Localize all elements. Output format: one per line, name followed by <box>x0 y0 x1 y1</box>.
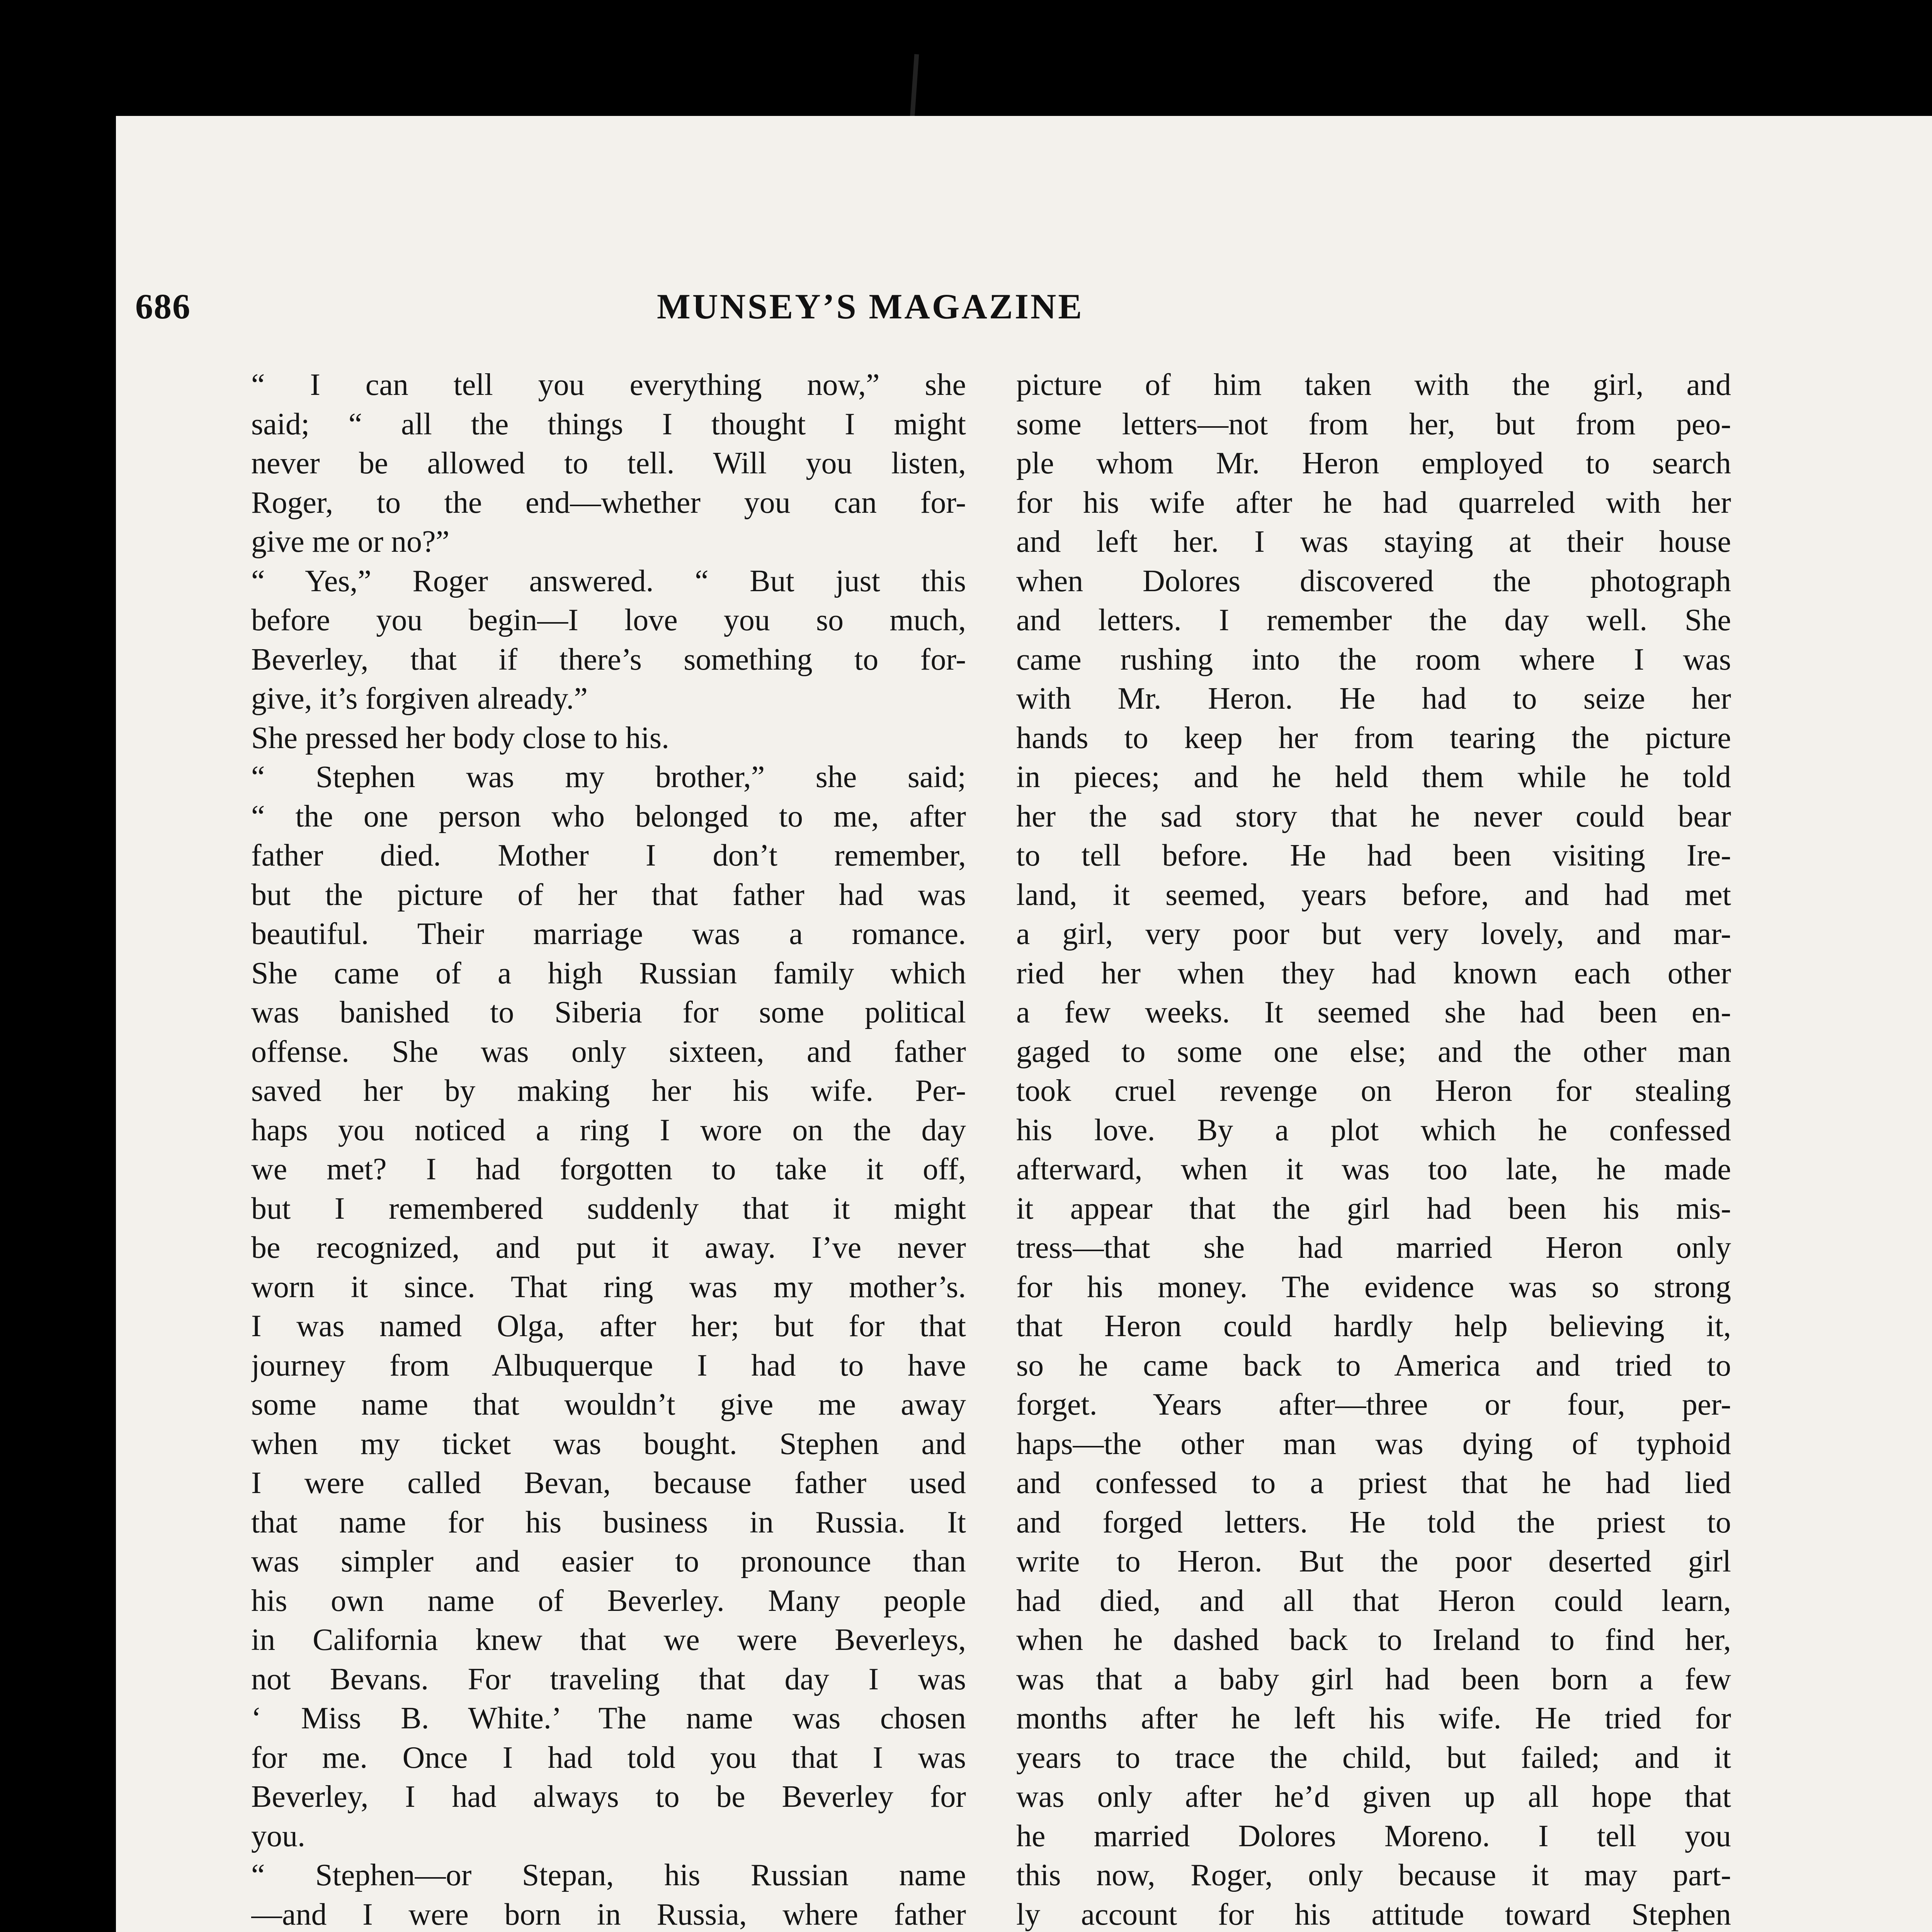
text-line: when he dashed back to Ireland to find her, <box>1016 1623 1731 1657</box>
text-line: She pressed her body close to his. <box>251 721 670 755</box>
text-line: ried her when they had known each other <box>1016 956 1731 990</box>
text-line: give me or no?” <box>251 525 450 559</box>
text-line: in pieces; and he held them while he told <box>1016 760 1731 794</box>
text-line: be recognized, and put it away. I’ve never <box>251 1231 966 1265</box>
text-line: we met? I had forgotten to take it off, <box>251 1152 966 1186</box>
text-line: when my ticket was bought. Stephen and <box>251 1427 966 1461</box>
text-line: ple whom Mr. Heron employed to search <box>1016 446 1731 480</box>
text-column-right <box>1016 366 1731 1932</box>
text-line: beautiful. Their marriage was a romance. <box>251 917 966 951</box>
text-line: was simpler and easier to pronounce than <box>251 1544 966 1578</box>
text-line: journey from Albuquerque I had to have <box>251 1348 966 1383</box>
text-line: “ Stephen—or Stepan, his Russian name <box>251 1858 966 1892</box>
text-line: so he came back to America and tried to <box>1016 1348 1731 1383</box>
text-line: forget. Years after—three or four, per- <box>1016 1388 1731 1422</box>
text-line: hands to keep her from tearing the picture <box>1016 721 1731 755</box>
text-line: offense. She was only sixteen, and father <box>251 1034 966 1069</box>
text-line: his love. By a plot which he confessed <box>1016 1113 1731 1147</box>
text-line: came rushing into the room where I was <box>1016 642 1731 677</box>
text-line: never be allowed to tell. Will you listen, <box>251 446 966 480</box>
text-line: —and I were born in Russia, where father <box>251 1897 966 1932</box>
text-line: took cruel revenge on Heron for stealing <box>1016 1074 1731 1108</box>
text-line: “ Yes,” Roger answered. “ But just this <box>251 564 966 598</box>
text-line: gaged to some one else; and the other man <box>1016 1034 1731 1069</box>
text-line: land, it seemed, years before, and had met <box>1016 878 1731 912</box>
text-line: years to trace the child, but failed; and it <box>1016 1740 1731 1775</box>
text-line: before you begin—I love you so much, <box>251 603 966 637</box>
text-line: with Mr. Heron. He had to seize her <box>1016 682 1731 716</box>
text-line: he married Dolores Moreno. I tell you <box>1016 1819 1731 1853</box>
text-line: ly account for his attitude toward Stephen <box>1016 1897 1731 1932</box>
text-line: give, it’s forgiven already.” <box>251 682 588 716</box>
text-line: tress—that she had married Heron only <box>1016 1231 1731 1265</box>
text-line: said; “ all the things I thought I might <box>251 407 966 441</box>
text-line: was banished to Siberia for some political <box>251 995 966 1029</box>
text-line: worn it since. That ring was my mother’s. <box>251 1270 966 1304</box>
text-line: “ the one person who belonged to me, after <box>251 799 966 833</box>
text-line: Beverley, I had always to be Beverley for <box>251 1780 966 1814</box>
text-line: when Dolores discovered the photograph <box>1016 564 1731 598</box>
text-line: haps—the other man was dying of typhoid <box>1016 1427 1731 1461</box>
text-line: for his money. The evidence was so strong <box>1016 1270 1731 1304</box>
text-line: that name for his business in Russia. It <box>251 1505 966 1539</box>
page-header <box>135 286 1256 332</box>
text-line: and confessed to a priest that he had lied <box>1016 1466 1731 1500</box>
text-line: had died, and all that Heron could learn, <box>1016 1583 1731 1618</box>
text-line: write to Heron. But the poor deserted girl <box>1016 1544 1731 1578</box>
text-line: for his wife after he had quarreled with her <box>1016 485 1731 520</box>
text-line: haps you noticed a ring I wore on the day <box>251 1113 966 1147</box>
text-line: She came of a high Russian family which <box>251 956 966 990</box>
text-line: in California knew that we were Beverleys, <box>251 1623 966 1657</box>
text-line: was only after he’d given up all hope that <box>1016 1780 1731 1814</box>
text-line: ‘ Miss B. White.’ The name was chosen <box>251 1701 966 1735</box>
text-line: and forged letters. He told the priest to <box>1016 1505 1731 1539</box>
page-number: 686 <box>135 287 191 326</box>
text-line: months after he left his wife. He tried for <box>1016 1701 1731 1735</box>
text-line: “ I can tell you everything now,” she <box>251 368 966 402</box>
text-line: it appear that the girl had been his mis- <box>1016 1191 1731 1226</box>
text-line: “ Stephen was my brother,” she said; <box>251 760 966 794</box>
text-line: I were called Bevan, because father used <box>251 1466 966 1500</box>
text-line: saved her by making her his wife. Per- <box>251 1074 966 1108</box>
text-line: that Heron could hardly help believing it, <box>1016 1309 1731 1343</box>
text-line: picture of him taken with the girl, and <box>1016 368 1731 402</box>
text-line: a girl, very poor but very lovely, and mar- <box>1016 917 1731 951</box>
text-line: a few weeks. It seemed she had been en- <box>1016 995 1731 1029</box>
text-line: her the sad story that he never could bear <box>1016 799 1731 833</box>
text-line: and left her. I was staying at their house <box>1016 525 1731 559</box>
text-line: but I remembered suddenly that it might <box>251 1191 966 1226</box>
running-head: MUNSEY’S MAGAZINE <box>657 287 1084 326</box>
text-line: to tell before. He had been visiting Ire- <box>1016 838 1731 872</box>
text-line: I was named Olga, after her; but for that <box>251 1309 966 1343</box>
text-line: and letters. I remember the day well. She <box>1016 603 1731 637</box>
text-line: afterward, when it was too late, he made <box>1016 1152 1731 1186</box>
text-line: Beverley, that if there’s something to for- <box>251 642 966 677</box>
text-line: this now, Roger, only because it may part- <box>1016 1858 1731 1892</box>
text-line: some name that wouldn’t give me away <box>251 1388 966 1422</box>
text-line: some letters—not from her, but from peo- <box>1016 407 1731 441</box>
text-line: father died. Mother I don’t remember, <box>251 838 966 872</box>
text-line: his own name of Beverley. Many people <box>251 1583 966 1618</box>
text-column-left <box>251 366 966 1932</box>
text-line: not Bevans. For traveling that day I was <box>251 1662 966 1696</box>
text-line: was that a baby girl had been born a few <box>1016 1662 1731 1696</box>
text-line: for me. Once I had told you that I was <box>251 1740 966 1775</box>
text-line: but the picture of her that father had was <box>251 878 966 912</box>
text-line: you. <box>251 1819 305 1853</box>
text-line: Roger, to the end—whether you can for- <box>251 485 966 520</box>
